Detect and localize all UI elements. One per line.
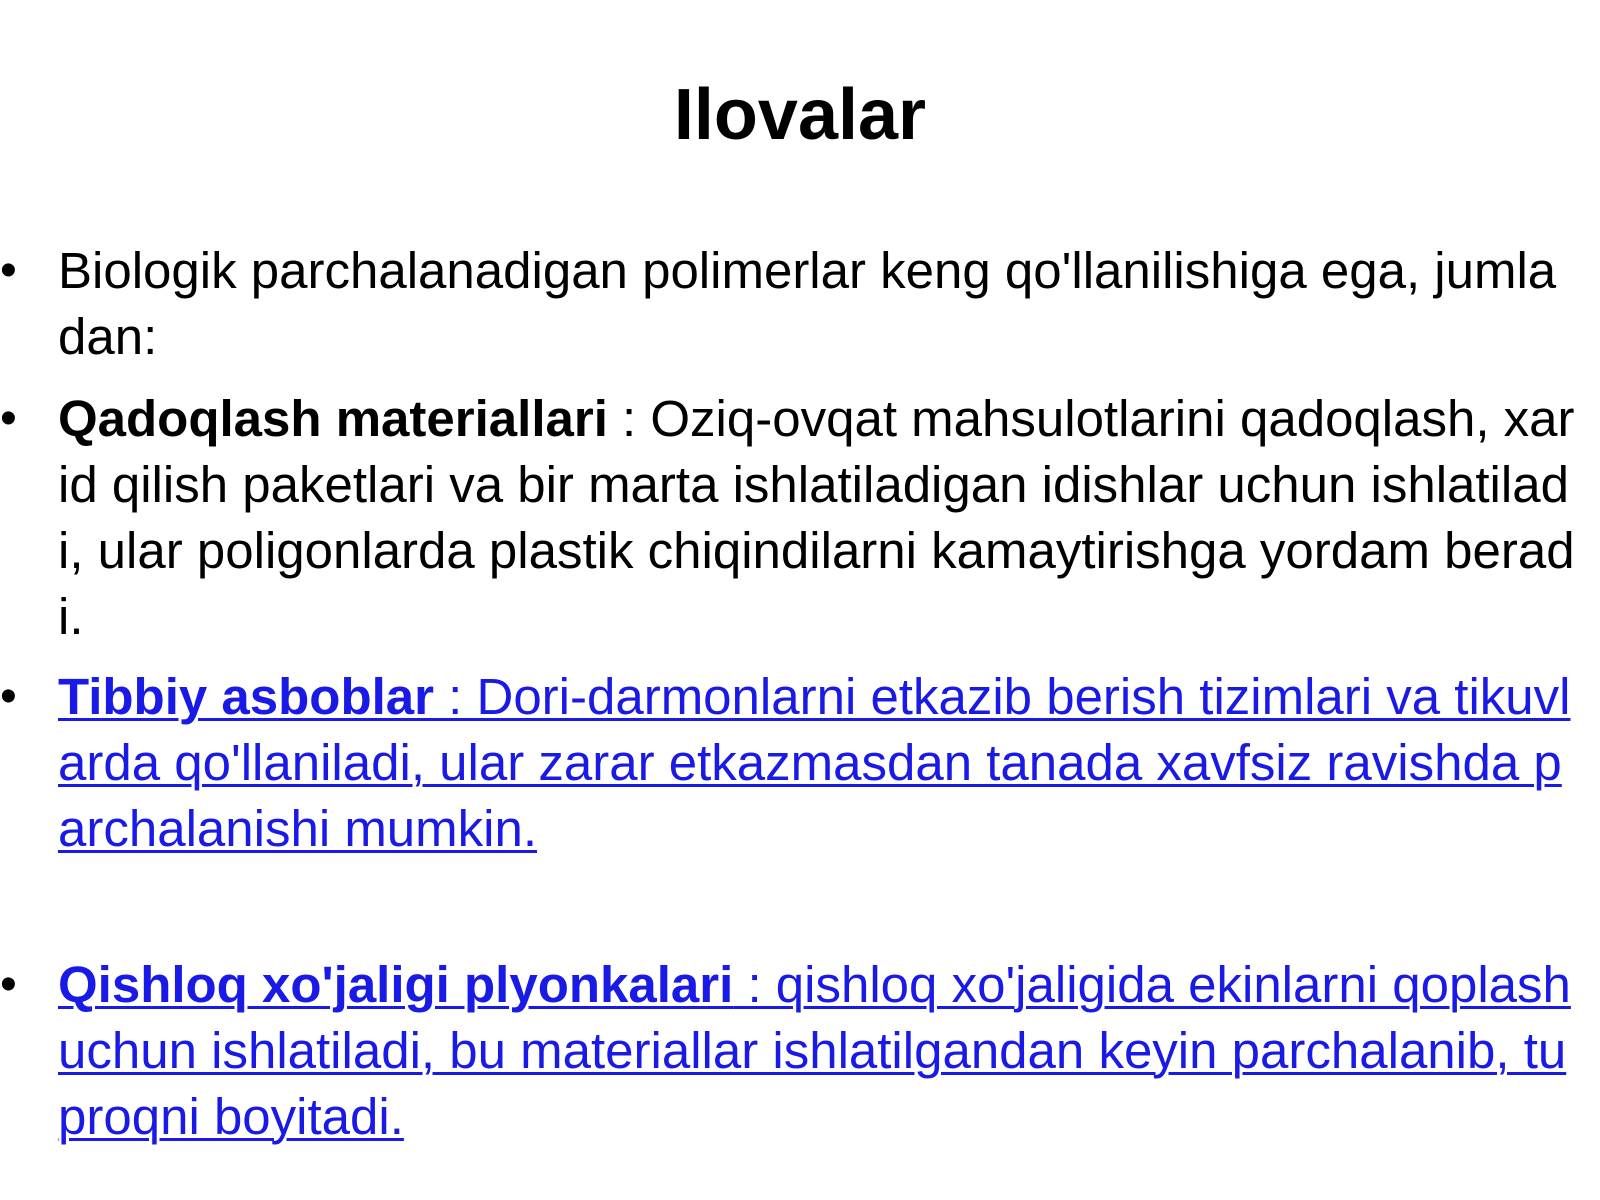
bullet-bold-term: Qadoqlash materiallari: [58, 390, 608, 447]
bullet-item-agriculture: [0, 952, 1580, 1150]
bullet-list: [0, 238, 1580, 1150]
bullet-text: Biologik parchalanadigan polimerlar keng qo'llanilishiga ega, jumladan:: [58, 242, 1557, 365]
bullet-dot-icon: •: [0, 958, 17, 1011]
bullet-bold-term: Qishloq xo'jaligi plyonkalari: [58, 956, 734, 1013]
bullet-link-medical[interactable]: [58, 668, 1571, 857]
bullet-text: : Dori-darmonlarni etkazib berish tizimlari va tikuvlarda qo'llaniladi, ular zarar etkazmasdan tanada xavfsiz ravishda parchalanishi mumkin.: [58, 668, 1571, 857]
bullet-link-agriculture[interactable]: [58, 956, 1571, 1145]
bullet-dot-icon: •: [0, 244, 17, 297]
bullet-dot-icon: •: [0, 392, 17, 445]
slide-title: Ilovalar: [673, 75, 927, 155]
bullet-dot-icon: •: [0, 670, 17, 723]
bullet-bold-term: Tibbiy asboblar: [58, 668, 434, 725]
bullet-item-intro: [0, 238, 1580, 370]
bullet-item-medical: [0, 664, 1580, 862]
bullet-text: : qishloq xo'jaligida ekinlarni qoplash uchun ishlatiladi, bu materiallar ishlatilgandan keyin parchalanib, tuproqni boyitadi.: [58, 956, 1571, 1145]
bullet-item-packaging: [0, 386, 1580, 650]
bullet-text: : Oziq-ovqat mahsulotlarini qadoqlash, xarid qilish paketlari va bir marta ishlatiladigan idishlar uchun ishlatiladi, ular poligonlarda plastik chiqindilarni kamaytirishga yordam beradi.: [58, 390, 1575, 645]
